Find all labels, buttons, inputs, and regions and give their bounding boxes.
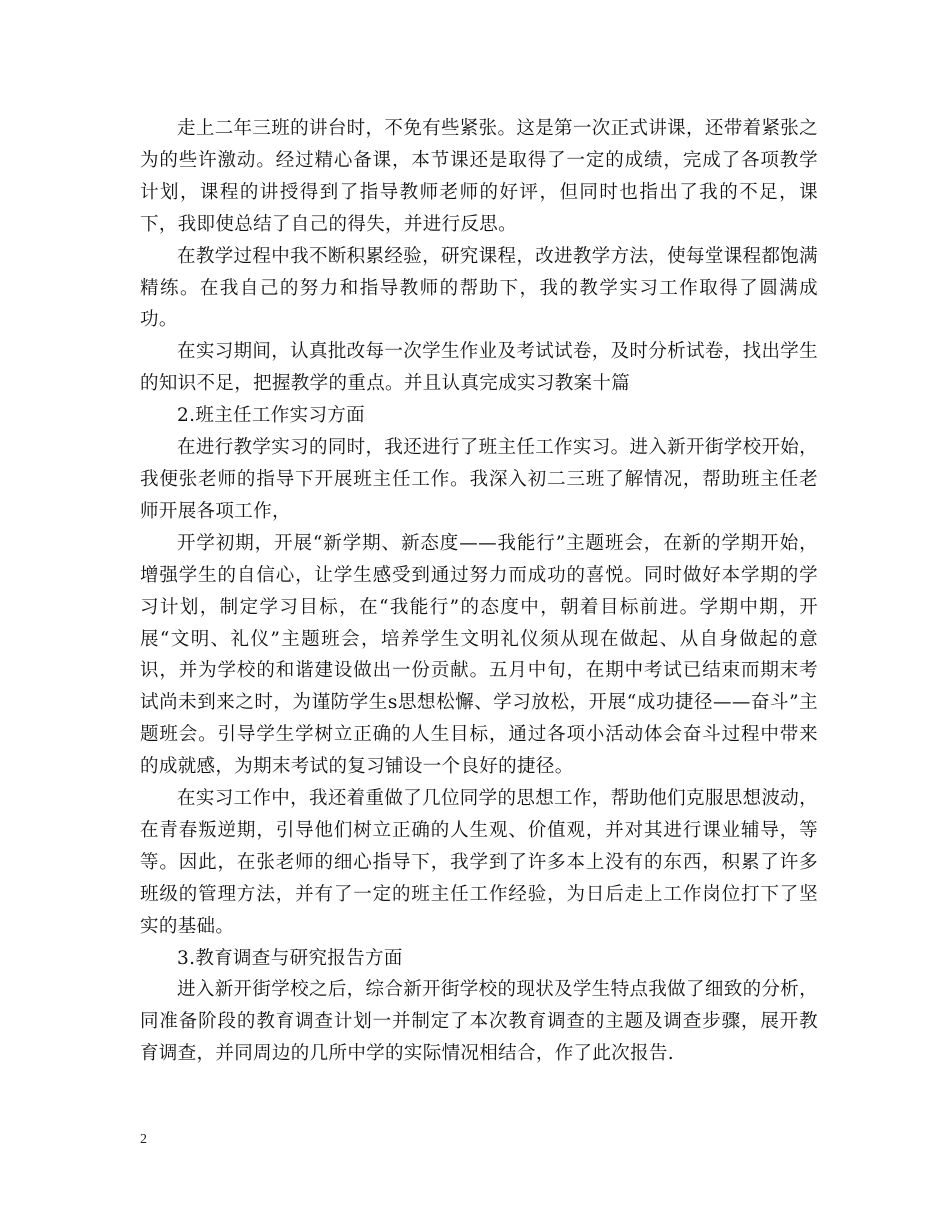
section-heading-head-teacher: 2.班主任工作实习方面 bbox=[177, 405, 366, 427]
paragraph-class-meetings: 开学初期，开展“新学期、新态度——我能行”主题班会，在新的学期开始，增强学生的自信心，让学生感受到通过努力而成功的喜悦。同时做好本学期的学习计划，制定学习目标，在“我能行”的态度中，朝着目标前进。学期中期，开展“文明、礼仪”主题班会，培养学生文明礼仪须从现在做起、从自身做起的意识，并为学校的和谐建设做出一份贡献。五月中旬，在期中考试已结束而期末考试尚未到来之时，为谨防学生s思想松懈、学习放松，开展“成功捷径——奋斗”主题班会。引导学生学树立正确的人生目标，通过各项小活动体会奋斗过程中带来的成就感，为期末考试的复习铺设一个良好的捷径。 bbox=[140, 532, 818, 778]
paragraph-teaching-first-lesson: 走上二年三班的讲台时，不免有些紧张。这是第一次正式讲课，还带着紧张之为的些许激动。经过精心备课，本节课还是取得了一定的成绩，完成了各项教学计划，课程的讲授得到了指导教师老师的好评，但同时也指出了我的不足，课下，我即使总结了自己的得失，并进行反思。 bbox=[140, 118, 818, 235]
document-body bbox=[140, 113, 818, 1070]
paragraph-head-teacher-intro: 在进行教学实习的同时，我还进行了班主任工作实习。进入新开街学校开始，我便张老师的指导下开展班主任工作。我深入初二三班了解情况，帮助班主任老师开展各项工作， bbox=[140, 437, 818, 522]
paragraph-student-guidance: 在实习工作中，我还着重做了几位同学的思想工作，帮助他们克服思想波动，在青春叛逆期，引导他们树立正确的人生观、价值观，并对其进行课业辅导，等等。因此，在张老师的细心指导下，我学到了许多本上没有的东西，积累了许多班级的管理方法，并有了一定的班主任工作经验，为日后走上工作岗位打下了坚实的基础。 bbox=[140, 788, 818, 937]
paragraph-education-survey: 进入新开街学校之后，综合新开街学校的现状及学生特点我做了细致的分析，同准备阶段的教育调查计划一并制定了本次教育调查的主题及调查步骤，展开教育调查，并同周边的几所中学的实际情况相结合，作了此次报告. bbox=[140, 979, 818, 1065]
paragraph-grading-homework: 在实习期间，认真批改每一次学生作业及考试试卷，及时分析试卷，找出学生的知识不足，把握教学的重点。并且认真完成实习教案十篇 bbox=[140, 341, 818, 395]
page-number: 2 bbox=[140, 1132, 147, 1147]
section-heading-education-survey: 3.教育调查与研究报告方面 bbox=[177, 947, 403, 969]
paragraph-teaching-experience: 在教学过程中我不断积累经验，研究课程，改进教学方法，使每堂课程都饱满精练。在我自己的努力和指导教师的帮助下，我的教学实习工作取得了圆满成功。 bbox=[140, 245, 818, 331]
